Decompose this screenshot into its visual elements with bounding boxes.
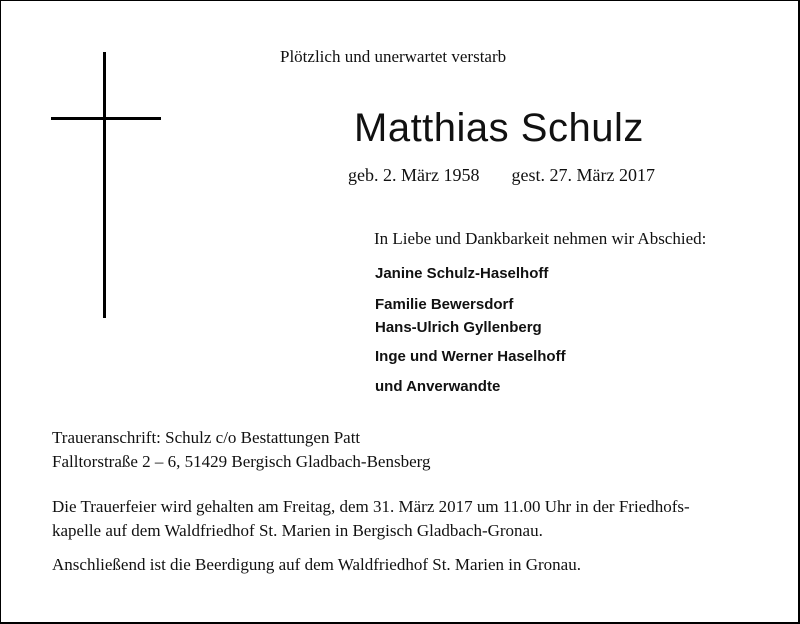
farewell-text: In Liebe und Dankbarkeit nehmen wir Abschied:	[374, 229, 707, 248]
birth-date: geb. 2. März 1958	[348, 165, 480, 185]
mourning-address-street: Falltorstraße 2 – 6, 51429 Bergisch Gladbach-Bensberg	[52, 452, 431, 471]
burial-text: Anschließend ist die Beerdigung auf dem Waldfriedhof St. Marien in Gronau.	[52, 555, 581, 574]
intro-text: Plötzlich und unerwartet verstarb	[280, 47, 507, 66]
mourner-name: Familie Bewersdorf	[375, 296, 514, 313]
death-date: gest. 27. März 2017	[511, 165, 655, 185]
ceremony-text-line: Die Trauerfeier wird gehalten am Freitag, dem 31. März 2017 um 11.00 Uhr in der Friedhofs-	[52, 497, 690, 516]
mourner-name: und Anverwandte	[375, 378, 501, 395]
mourner-name: Hans-Ulrich Gyllenberg	[375, 319, 542, 336]
mourning-address-line: Traueranschrift: Schulz c/o Bestattungen Patt	[52, 428, 361, 447]
deceased-name: Matthias Schulz	[354, 106, 644, 150]
ceremony-text-line: kapelle auf dem Waldfriedhof St. Marien in Bergisch Gladbach-Gronau.	[52, 521, 543, 540]
mourner-name: Janine Schulz-Haselhoff	[375, 265, 549, 282]
mourner-name: Inge und Werner Haselhoff	[375, 348, 566, 365]
life-dates	[348, 165, 655, 186]
cross-vertical-bar	[103, 52, 106, 318]
cross-horizontal-bar	[51, 117, 161, 120]
